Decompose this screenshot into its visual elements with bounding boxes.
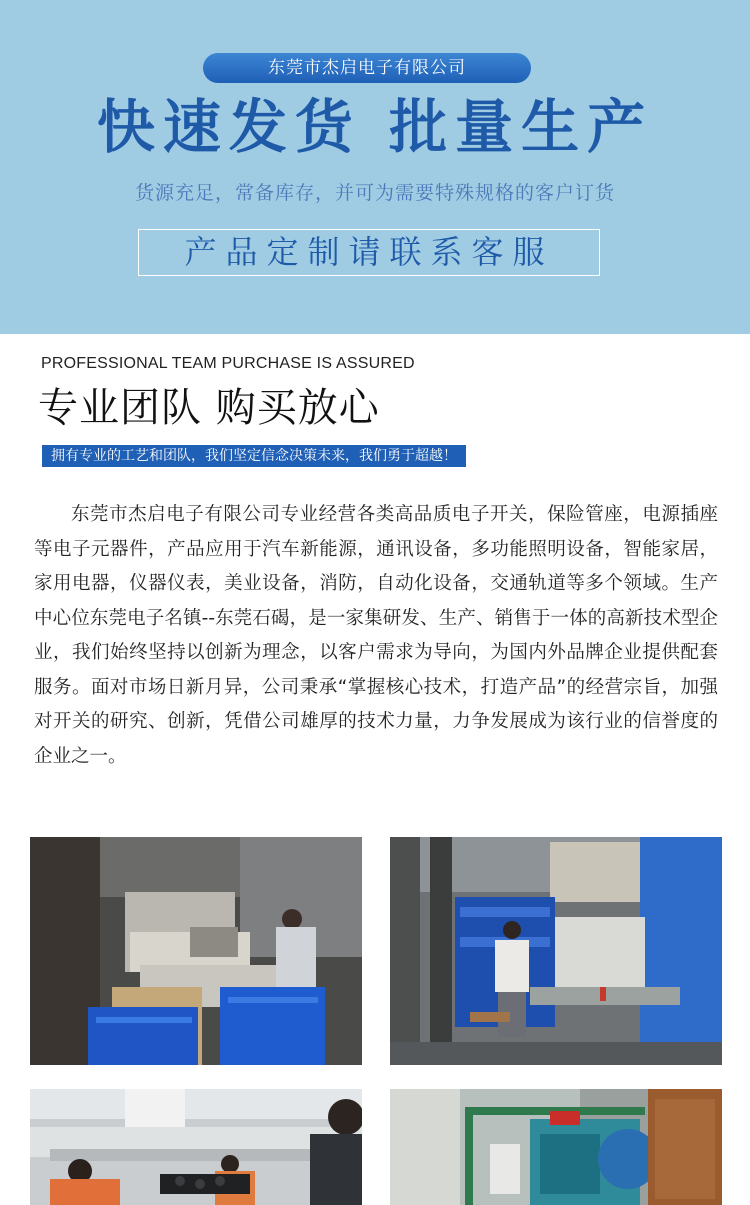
customization-contact-box[interactable]: 产品定制请联系客服 [138, 229, 600, 276]
factory-photo-workers-table [30, 1089, 362, 1205]
factory-photo-packing [30, 837, 362, 1065]
team-slogan-badge: 拥有专业的工艺和团队，我们坚定信念决策未来，我们勇于超越！ [42, 445, 466, 467]
factory-photo-assembly-line [390, 837, 722, 1065]
stock-subline: 货源充足，常备库存，并可为需要特殊规格的客户订货 [134, 182, 615, 204]
headline: 快速发货 批量生产 [96, 93, 654, 161]
section-title-english: PROFESSIONAL TEAM PURCHASE IS ASSURED [41, 355, 415, 372]
section-title-chinese: 专业团队 购买放心 [38, 385, 380, 431]
factory-photo-press-machine [390, 1089, 722, 1205]
company-description: 东莞市杰启电子有限公司专业经营各类高品质电子开关，保险管座，电源插座等电子元器件，产品应用于汽车新能源，通讯设备，多功能照明设备，智能家居，家用电器，仪器仪表，美业设备，消防，自动化设备，交通轨道等多个领域。生产中心位东莞电子名镇--东莞石碣，是一家集研发、生产、销售于一体的高新技术型企业，我们始终坚持以创新为理念，以客户需求为导向，为国内外品牌企业提供配套服务。面对市场日新月异，公司秉承“掌握核心技术，打造产品”的经营宗旨，加强对开关的研究、创新，凭借公司雄厚的技术力量，力争发展成为该行业的信誉度的企业之一。 [34, 504, 718, 767]
company-name-pill: 东莞市杰启电子有限公司 [203, 53, 531, 83]
promo-banner [0, 0, 750, 334]
